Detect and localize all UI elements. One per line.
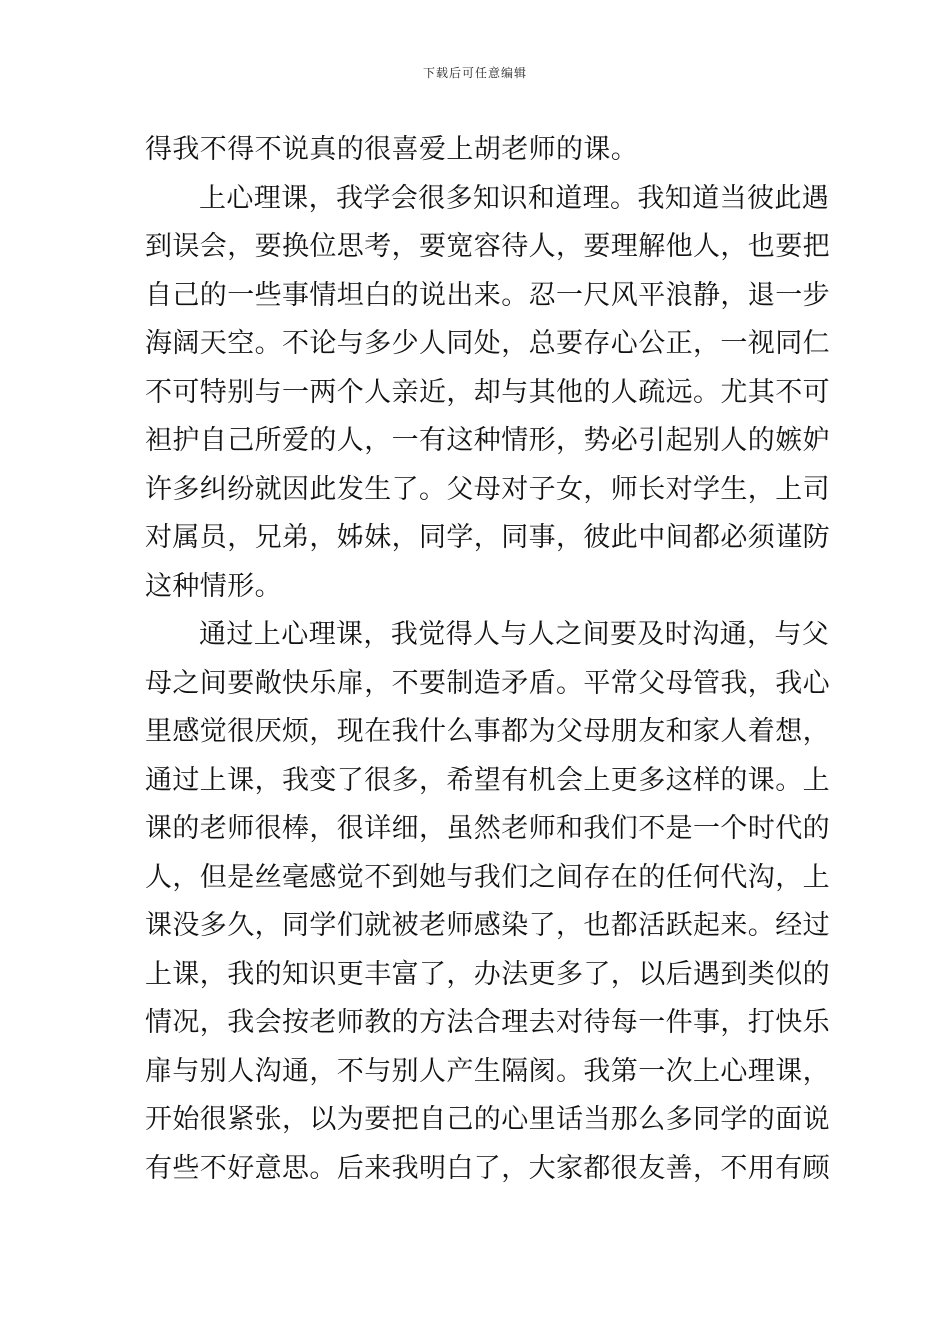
text-line: 不可特别与一两个人亲近，却与其他的人疏远。尤其不可 bbox=[145, 376, 830, 408]
text-line: 扉与别人沟通，不与别人产生隔阂。我第一次上心理课， bbox=[145, 1055, 830, 1087]
text-line: 课没多久，同学们就被老师感染了，也都活跃起来。经过 bbox=[145, 910, 830, 941]
paragraph-start-line: 通过上心理课，我觉得人与人之间要及时沟通，与父 bbox=[199, 619, 830, 650]
text-line: 自己的一些事情坦白的说出来。忍一尺风平浪静，退一步 bbox=[145, 279, 830, 311]
text-line: 许多纠纷就因此发生了。父母对子女，师长对学生，上司 bbox=[145, 473, 830, 505]
page-header: 下载后可任意编辑 bbox=[422, 66, 527, 80]
text-line: 有些不好意思。后来我明白了，大家都很友善，不用有顾 bbox=[145, 1152, 830, 1184]
text-line: 这种情形。 bbox=[145, 570, 282, 602]
text-line: 情况，我会按老师教的方法合理去对待每一件事，打快乐 bbox=[145, 1007, 830, 1038]
text-line: 开始很紧张，以为要把自己的心里话当那么多同学的面说 bbox=[145, 1104, 830, 1135]
text-line: 通过上课，我变了很多，希望有机会上更多这样的课。上 bbox=[145, 764, 830, 796]
text-line: 课的老师很棒，很详细，虽然老师和我们不是一个时代的 bbox=[145, 813, 830, 844]
text-line: 海阔天空。不论与多少人同处，总要存心公正，一视同仁 bbox=[145, 328, 830, 359]
text-line: 里感觉很厌烦，现在我什么事都为父母朋友和家人着想， bbox=[145, 716, 830, 747]
text-line: 上课，我的知识更丰富了，办法更多了，以后遇到类似的 bbox=[145, 958, 830, 990]
text-line: 母之间要敞快乐扉，不要制造矛盾。平常父母管我，我心 bbox=[145, 667, 830, 699]
text-line: 对属员，兄弟，姊妹，同学，同事，彼此中间都必须谨防 bbox=[145, 522, 830, 553]
text-line: 得我不得不说真的很喜爱上胡老师的课。 bbox=[145, 134, 639, 165]
document-body bbox=[145, 126, 830, 1193]
text-line: 到误会，要换位思考，要宽容待人，要理解他人，也要把 bbox=[145, 231, 830, 262]
paragraph-start-line: 上心理课，我学会很多知识和道理。我知道当彼此遇 bbox=[199, 182, 830, 214]
text-line: 袒护自己所爱的人，一有这种情形，势必引起别人的嫉妒 bbox=[145, 425, 830, 456]
text-line: 人，但是丝毫感觉不到她与我们之间存在的任何代沟，上 bbox=[145, 861, 830, 893]
